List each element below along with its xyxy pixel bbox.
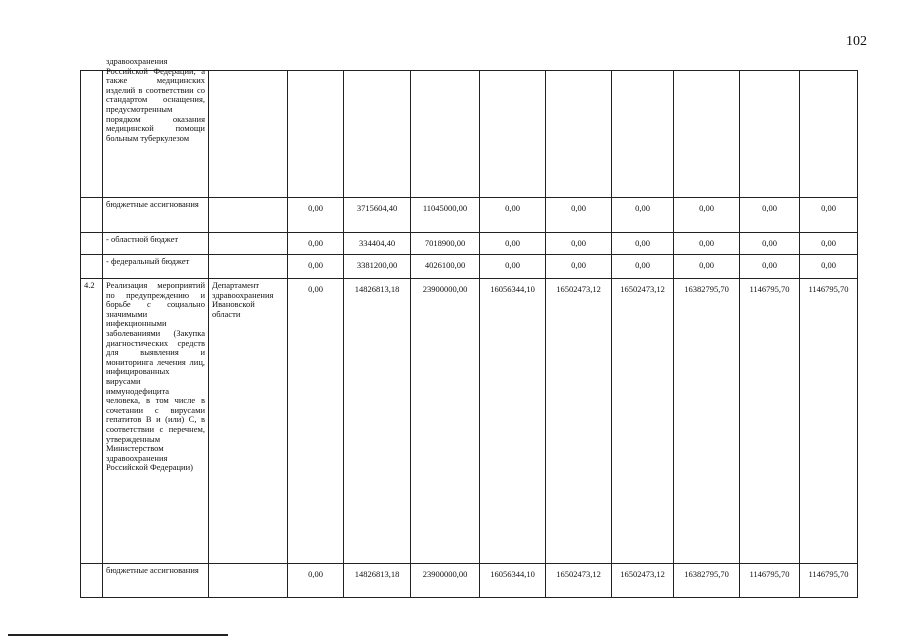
cell-executor (209, 564, 288, 598)
cell-index: 4.2 (81, 279, 103, 564)
cell-value: 3715604,40 (344, 198, 411, 233)
cell-value (740, 71, 800, 198)
cell-value: 334404,40 (344, 233, 411, 255)
cell-value: 16502473,12 (612, 564, 674, 598)
cell-value: 14826813,18 (344, 564, 411, 598)
cell-index (81, 198, 103, 233)
table-row (81, 255, 858, 279)
cell-name: бюджетные ассигнования (103, 564, 209, 598)
cell-value: 0,00 (288, 564, 344, 598)
cell-value: 16056344,10 (480, 564, 546, 598)
cell-value (344, 71, 411, 198)
page-number: 102 (846, 34, 867, 49)
cell-value: 0,00 (740, 233, 800, 255)
cell-value (411, 71, 480, 198)
cell-value: 0,00 (288, 255, 344, 279)
cell-executor (209, 71, 288, 198)
cell-value: 0,00 (480, 233, 546, 255)
cell-value (288, 71, 344, 198)
cell-value: 16056344,10 (480, 279, 546, 564)
cell-value: 0,00 (546, 233, 612, 255)
cell-index (81, 71, 103, 198)
cell-value: 0,00 (546, 198, 612, 233)
cell-value (612, 71, 674, 198)
cell-value: 1146795,70 (800, 564, 858, 598)
cell-value: 0,00 (612, 198, 674, 233)
cell-name: Реализация мероприятий по предупреждению и борьбе с социально значимыми инфекционными заболеваниями (Закупка диагностических средств для выявления и мониторинга лечения лиц, инфицированных вирусами иммунодефицита человека, в том числе в сочетании с вирусами гепатитов В и (или) С, в соответствии с перечнем, утвержденным Министерством здравоохранения Российской Федерации) (103, 279, 209, 564)
table-row (81, 233, 858, 255)
cell-value (674, 71, 740, 198)
cell-executor (209, 233, 288, 255)
cell-value: 1146795,70 (740, 279, 800, 564)
cell-executor (209, 198, 288, 233)
cell-name: - федеральный бюджет (103, 255, 209, 279)
cell-value: 0,00 (800, 198, 858, 233)
cell-executor (209, 255, 288, 279)
footnote-rule (8, 634, 228, 636)
cell-value: 23900000,00 (411, 279, 480, 564)
cell-value: 0,00 (288, 198, 344, 233)
cell-value: 16382795,70 (674, 564, 740, 598)
cell-name: - областной бюджет (103, 233, 209, 255)
cell-value: 0,00 (800, 255, 858, 279)
cell-value: 0,00 (674, 198, 740, 233)
cell-name: бюджетные ассигнования (103, 198, 209, 233)
cell-value: 0,00 (674, 255, 740, 279)
table-row (81, 71, 858, 198)
table-row (81, 564, 858, 598)
cell-name (103, 56, 209, 198)
cell-value: 4026100,00 (411, 255, 480, 279)
cell-value (546, 71, 612, 198)
cell-value: 7018900,00 (411, 233, 480, 255)
cell-value: 23900000,00 (411, 564, 480, 598)
cell-value: 16382795,70 (674, 279, 740, 564)
cell-value: 3381200,00 (344, 255, 411, 279)
cell-value: 0,00 (612, 255, 674, 279)
cell-value: 14826813,18 (344, 279, 411, 564)
cell-value: 1146795,70 (800, 279, 858, 564)
cell-value: 16502473,12 (546, 564, 612, 598)
cell-value: 0,00 (740, 255, 800, 279)
cell-name-text: здравоохранения Российской Федерации, а также медицинских изделий в соответствии со стандартом оснащения, предусмотренным порядком оказания медицинской помощи больным туберкулезом (106, 56, 205, 143)
cell-value: 16502473,12 (612, 279, 674, 564)
cell-index (81, 233, 103, 255)
cell-value: 0,00 (740, 198, 800, 233)
cell-value: 0,00 (546, 255, 612, 279)
cell-value: 16502473,12 (546, 279, 612, 564)
budget-table (80, 56, 858, 598)
cell-value (480, 71, 546, 198)
cell-value: 0,00 (674, 233, 740, 255)
cell-value: 0,00 (800, 233, 858, 255)
cell-value: 0,00 (288, 233, 344, 255)
cell-value: 1146795,70 (740, 564, 800, 598)
cell-value: 11045000,00 (411, 198, 480, 233)
cell-executor: Департамент здравоохранения Ивановской области (209, 279, 288, 564)
cell-value (800, 71, 858, 198)
cell-value: 0,00 (480, 198, 546, 233)
table-row (81, 198, 858, 233)
cell-index (81, 255, 103, 279)
cell-value: 0,00 (612, 233, 674, 255)
cell-index (81, 564, 103, 598)
cell-value: 0,00 (480, 255, 546, 279)
table-row (81, 279, 858, 564)
cell-value: 0,00 (288, 279, 344, 564)
